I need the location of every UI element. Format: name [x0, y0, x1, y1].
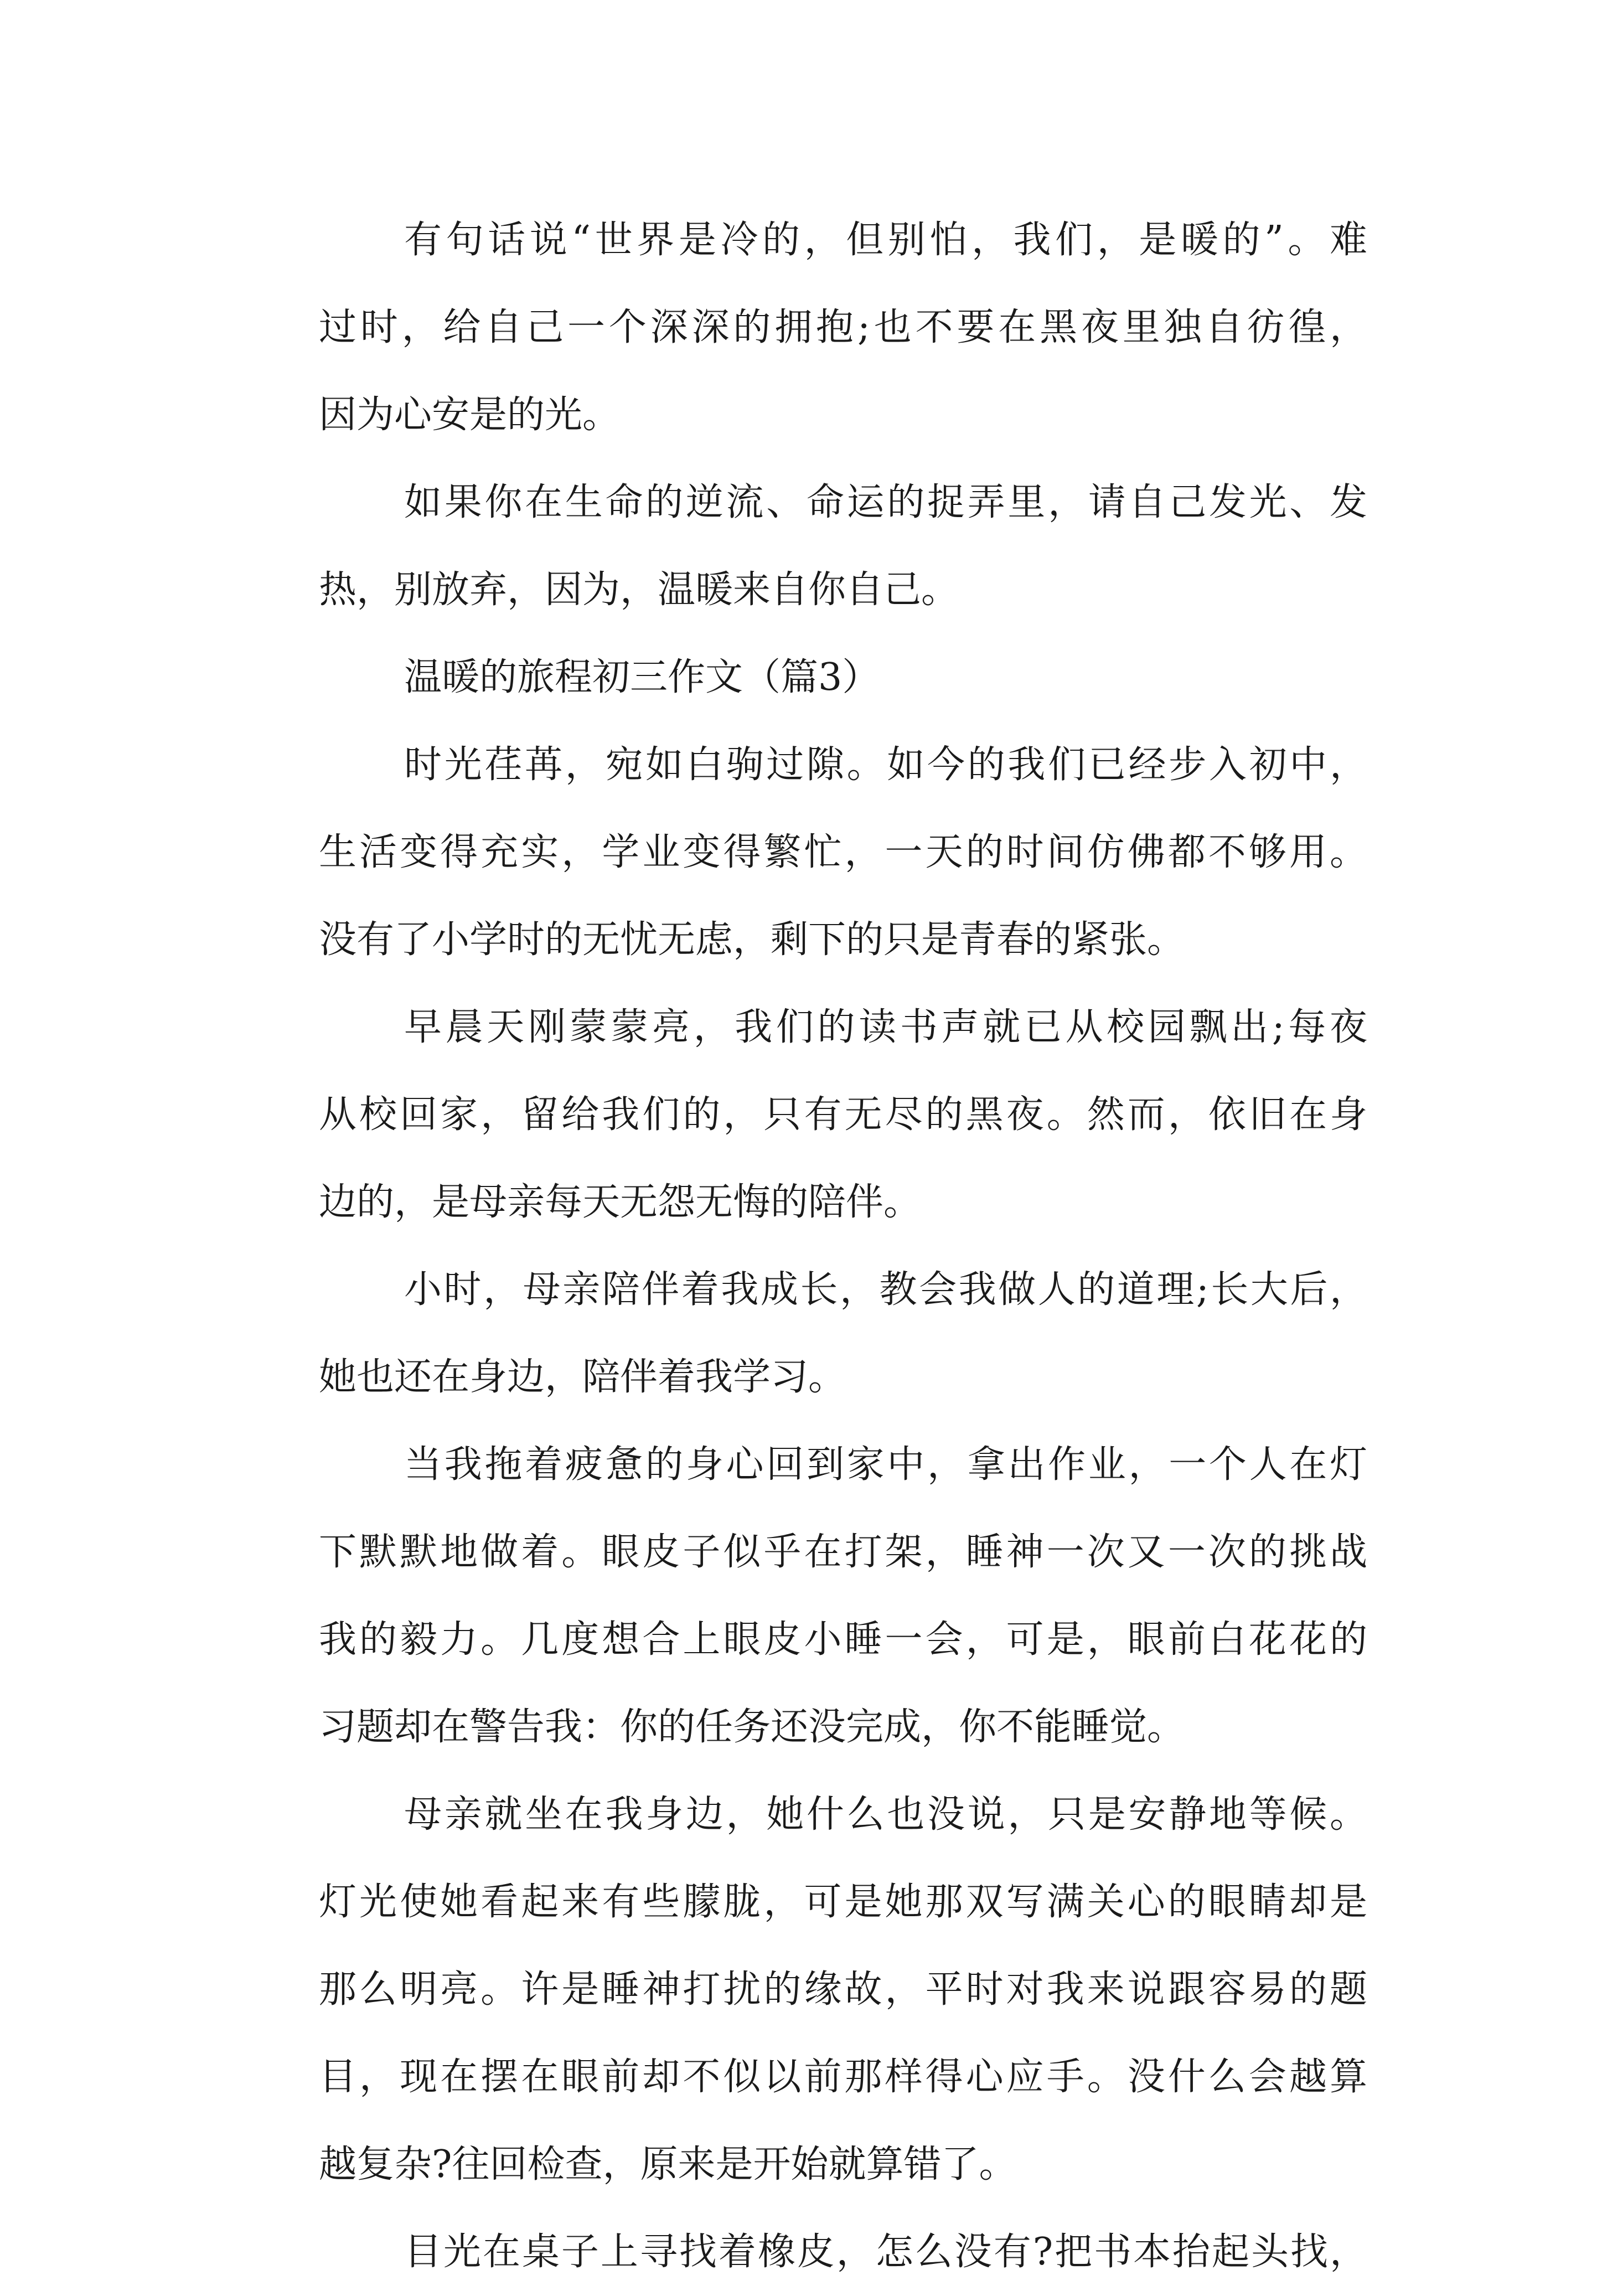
- text-line: 如果你在生命的逆流、命运的捉弄里，请自己发光、发: [404, 481, 1367, 524]
- text-line: 下默默地做着。眼皮子似乎在打架，睡神一次又一次的挑战: [319, 1530, 1367, 1574]
- text-line: 从校回家，留给我们的，只有无尽的黑夜。然而，依旧在身: [319, 1093, 1367, 1137]
- text-line: 有句话说“世界是冷的，但别怕，我们，是暖的”。难: [404, 218, 1367, 262]
- paragraph-4: [244, 984, 1367, 1246]
- text-line: 她也还在身边，陪伴着我学习。: [319, 1355, 846, 1399]
- text-line: 那么明亮。许是睡神打扰的缘故，平时对我来说跟容易的题: [319, 1968, 1367, 2011]
- text-line: 过时，给自己一个深深的拥抱;也不要在黑夜里独自彷徨，: [319, 306, 1367, 349]
- text-line: 生活变得充实，学业变得繁忙，一天的时间仿佛都不够用。: [319, 830, 1367, 874]
- paragraph-7: [244, 1771, 1367, 2209]
- text-line: 边的，是母亲每天无怨无悔的陪伴。: [319, 1180, 922, 1224]
- section-heading: [244, 634, 1367, 721]
- text-line: 当我拖着疲惫的身心回到家中，拿出作业，一个人在灯: [404, 1443, 1367, 1487]
- text-line: 母亲就坐在我身边，她什么也没说，只是安静地等候。: [404, 1793, 1367, 1836]
- text-line: 习题却在警告我：你的任务还没完成，你不能睡觉。: [319, 1705, 1185, 1749]
- text-line: 热，别放弃，因为，温暖来自你自己。: [319, 568, 959, 612]
- document-body: [244, 197, 1367, 2296]
- text-line: 时光荏苒，宛如白驹过隙。如今的我们已经步入初中，: [404, 743, 1367, 787]
- paragraph-5: [244, 1246, 1367, 1421]
- paragraph-8: [244, 2209, 1367, 2296]
- text-line: 我的毅力。几度想合上眼皮小睡一会，可是，眼前白花花的: [319, 1618, 1367, 1662]
- paragraph-1: [244, 197, 1367, 459]
- paragraph-3: [244, 721, 1367, 984]
- text-line: 越复杂?往回检查，原来是开始就算错了。: [319, 2143, 1017, 2186]
- text-line: 灯光使她看起来有些朦胧，可是她那双写满关心的眼睛却是: [319, 1880, 1367, 1924]
- text-line: 没有了小学时的无忧无虑，剩下的只是青春的紧张。: [319, 918, 1185, 962]
- text-line: 早晨天刚蒙蒙亮，我们的读书声就已从校园飘出;每夜: [404, 1005, 1367, 1049]
- text-line: 目光在桌子上寻找着橡皮，怎么没有?把书本抬起头找，: [404, 2230, 1367, 2274]
- paragraph-2: [244, 459, 1367, 634]
- text-line: 小时，母亲陪伴着我成长，教会我做人的道理;长大后，: [404, 1268, 1367, 1312]
- text-line: 因为心安是的光。: [319, 393, 621, 437]
- paragraph-6: [244, 1421, 1367, 1771]
- text-line: 目，现在摆在眼前却不似以前那样得心应手。没什么会越算: [319, 2055, 1367, 2099]
- section-title: 温暖的旅程初三作文（篇3）: [404, 656, 880, 699]
